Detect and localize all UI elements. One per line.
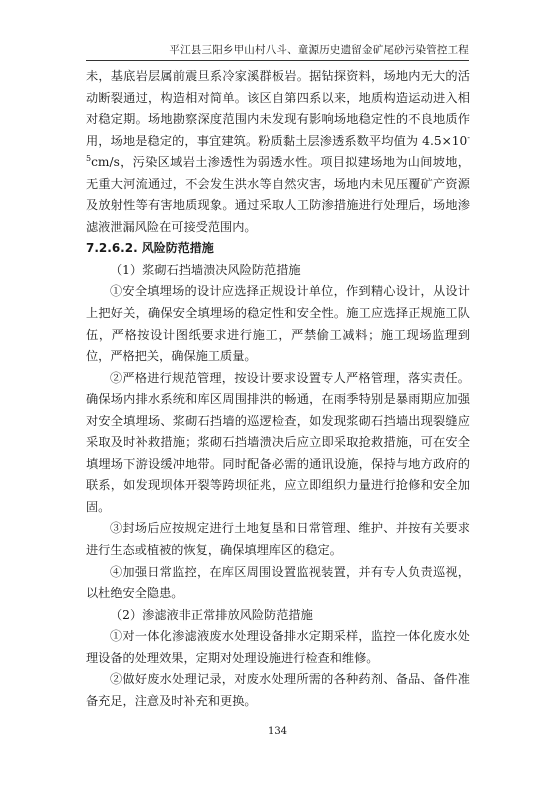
paragraph-geology [86, 66, 470, 238]
paragraph-closure: ③封场后应按规定进行土地复垦和日常管理、维护、并按有关要求进行生态或植被的恢复，确保填埋库区的稳定。 [86, 521, 470, 558]
section-heading: 7.2.6.2. 风险防范措施 [86, 241, 214, 256]
header-divider [86, 60, 469, 61]
paragraph-records: ②做好废水处理记录，对废水处理所需的各种药剂、备品、备件准备充足，注意及时补充和更换。 [86, 672, 470, 708]
exponent: -5 [86, 132, 470, 164]
paragraph-sampling: ①对一体化渗滤液废水处理设备排水定期采样，监控一体化废水处理设备的处理效果，定期对处理设施进行检查和维修。 [86, 629, 470, 665]
subsection-heading-1: （1）浆砌石挡墙溃决风险防范措施 [110, 262, 301, 277]
paragraph-monitoring: ④加强日常监控，在库区周围设置监视装置，并有专人负责巡视，以杜绝安全隐患。 [86, 564, 470, 601]
paragraph-text-cont: cm/s，污染区域岩土渗透性为弱透水性。项目拟建场地为山间坡地，无重大河流通过，不会发生洪水等自然灾害，场地内未见压覆矿产资源及放射性等有害地质现象。通过采取人工防渗措施进行处理后，场地渗滤液泄漏风险在可接受范围内。 [86, 155, 470, 234]
paragraph-design: ①安全填埋场的设计应选择正规设计单位，作到精心设计，从设计上把好关，确保安全填埋场的稳定性和安全性。施工应选择正规施工队伍，严格按设计图纸要求进行施工，严禁偷工减料；施工现场监理到位，严格把关，确保施工质量。 [86, 284, 470, 364]
paragraph-management: ②严格进行规范管理，按设计要求设置专人严格管理，落实责任。确保场内排水系统和库区周围排洪的畅通，在雨季特别是暴雨期应加强对安全填埋场、浆砌石挡墙的巡逻检查，如发现浆砌石挡墙出现裂缝应采取及时补救措施；浆砌石挡墙溃决后应立即采取抢救措施，可在安全填埋场下游设缓冲地带。同时配备必需的通讯设施，保持与地方政府的联系，如发现坝体开裂等跨坝征兆，应立即组织力量进行抢修和安全加固。 [86, 370, 470, 514]
paragraph-text: 未，基底岩层属前震旦系冷家溪群板岩。据钻探资料，场地内无大的活动断裂通过，构造相对简单。该区自第四系以来，地质构造运动进入相对稳定期。场地勘察深度范围内未发现有影响场地稳定性的不良地质作用，场地是稳定的，事宜建筑。粉质黏土层渗透系数平均值为 4.5×10 [86, 69, 470, 148]
subsection-heading-2: （2）渗滤液非正常排放风险防范措施 [110, 607, 313, 622]
page-number: 134 [267, 726, 288, 737]
document-body [86, 66, 470, 712]
page-header: 平江县三阳乡甲山村八斗、童源历史遗留金矿尾砂污染管控工程 [169, 44, 469, 56]
